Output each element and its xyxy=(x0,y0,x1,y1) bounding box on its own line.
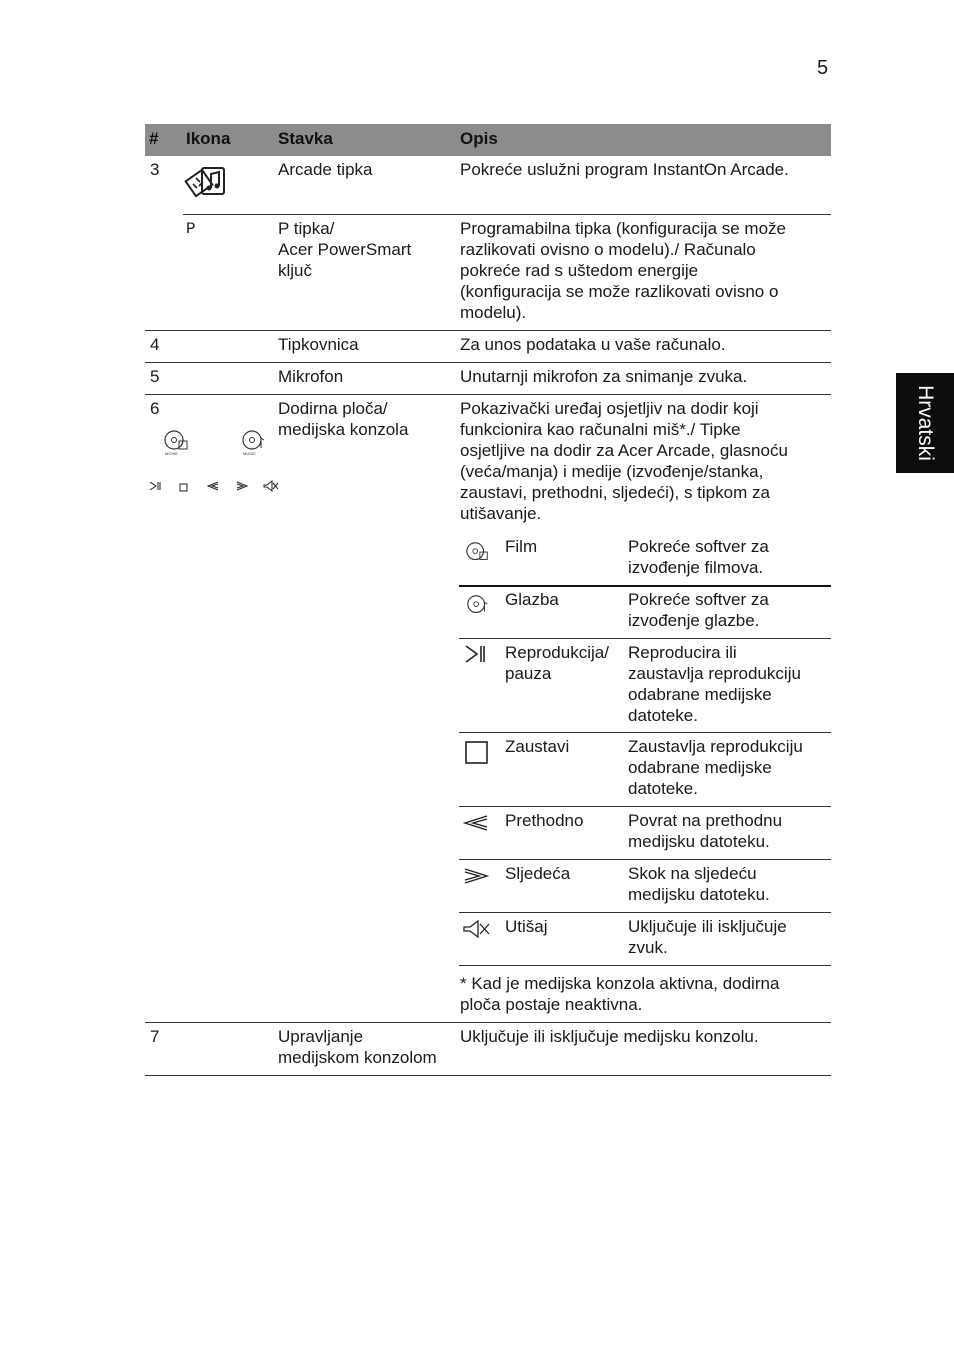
desc-line: odabrane medijske xyxy=(628,685,772,704)
media-prev-name: Prethodno xyxy=(505,811,584,830)
media-film-desc xyxy=(628,536,769,578)
media-stop-desc xyxy=(628,736,803,799)
item-line: medijskom konzolom xyxy=(278,1048,437,1067)
desc-line: pokreće rad s uštedom energije xyxy=(460,261,699,280)
desc-line: datoteke. xyxy=(628,779,698,798)
divider xyxy=(459,585,831,587)
next-icon xyxy=(463,867,489,890)
item-line: medijska konzola xyxy=(278,420,409,439)
desc-line: Pokreće softver za xyxy=(628,590,769,609)
movie-label: MOVIE xyxy=(165,451,178,456)
media-next-name: Sljedeća xyxy=(505,864,571,883)
divider xyxy=(459,732,831,733)
row-p-item xyxy=(278,218,411,281)
row-3-num: 3 xyxy=(150,160,160,179)
desc-line: zaustavi, prethodni, sljedeći), s tipkom za xyxy=(460,483,770,502)
header-icon: Ikona xyxy=(186,129,231,148)
movie-icon xyxy=(163,428,191,461)
row-p-desc xyxy=(460,218,786,323)
row-4-desc: Za unos podataka u vaše računalo. xyxy=(460,335,726,354)
media-music-name: Glazba xyxy=(505,590,559,609)
movie-icon xyxy=(465,540,491,571)
item-line: ključ xyxy=(278,261,313,280)
row-6-desc xyxy=(460,398,788,524)
desc-line: Zaustavlja reprodukciju xyxy=(628,737,803,756)
desc-line: modelu). xyxy=(460,303,527,322)
desc-line: razlikovati ovisno o modelu)./ Računalo xyxy=(460,240,756,259)
desc-line: medijsku datoteku. xyxy=(628,832,770,851)
media-mute-name: Utišaj xyxy=(505,917,548,936)
desc-line: Skok na sljedeću xyxy=(628,864,757,883)
divider xyxy=(145,362,831,363)
desc-line: osjetljive na dodir za Acer Arcade, glasnoću xyxy=(460,441,788,460)
name-line: pauza xyxy=(505,664,552,683)
desc-line: datoteke. xyxy=(628,706,698,725)
divider xyxy=(183,214,831,215)
row-6-num: 6 xyxy=(150,399,160,418)
media-play-desc xyxy=(628,642,801,726)
language-tab xyxy=(896,373,954,473)
name-line: Reprodukcija/ xyxy=(505,643,609,662)
previous-icon xyxy=(463,814,489,837)
row-5-item: Mikrofon xyxy=(278,367,344,386)
desc-line: (konfiguracija se može razlikovati ovisno o xyxy=(460,282,779,301)
divider xyxy=(145,394,831,395)
desc-line: izvođenje filmova. xyxy=(628,558,764,577)
divider xyxy=(145,1022,831,1023)
footnote-line: * Kad je medijska konzola aktivna, dodirna xyxy=(460,974,780,993)
table-bottom-border xyxy=(145,1075,831,1076)
music-icon xyxy=(465,593,491,624)
desc-line: utišavanje. xyxy=(460,504,542,523)
divider xyxy=(459,859,831,860)
play-pause-icon xyxy=(149,476,163,497)
language-tab-label: Hrvatski xyxy=(914,385,937,461)
desc-line: Pokazivački uređaj osjetljiv na dodir koji xyxy=(460,399,759,418)
row-7-item xyxy=(278,1026,437,1068)
page-number: 5 xyxy=(817,57,829,79)
row-5-desc: Unutarnji mikrofon za snimanje zvuka. xyxy=(460,367,748,386)
row-4-item: Tipkovnica xyxy=(278,335,359,354)
item-line: Upravljanje xyxy=(278,1027,364,1046)
header-desc: Opis xyxy=(460,129,498,148)
desc-line: (veća/manja) i medije (izvođenje/stanka, xyxy=(460,462,764,481)
divider xyxy=(459,806,831,807)
item-line: Acer PowerSmart xyxy=(278,240,412,259)
music-icon xyxy=(240,428,268,461)
stop-icon xyxy=(179,477,189,498)
row-3-desc: Pokreće uslužni program InstantOn Arcade. xyxy=(460,160,789,179)
desc-line: izvođenje glazbe. xyxy=(628,611,760,630)
divider xyxy=(459,912,831,913)
desc-line: Povrat na prethodnu xyxy=(628,811,783,830)
divider xyxy=(459,965,831,966)
footnote-line: ploča postaje neaktivna. xyxy=(460,995,643,1014)
media-play-name xyxy=(505,642,609,684)
desc-line: odabrane medijske xyxy=(628,758,772,777)
row-6-item xyxy=(278,398,408,440)
row-3-item: Arcade tipka xyxy=(278,160,373,179)
row-5-num: 5 xyxy=(150,367,160,386)
music-label: MUSIC xyxy=(243,451,256,456)
media-mute-desc xyxy=(628,916,787,958)
desc-line: Uključuje ili isključuje xyxy=(628,917,787,936)
table-header xyxy=(145,124,831,156)
item-line: Dodirna ploča/ xyxy=(278,399,388,418)
media-next-desc xyxy=(628,863,770,905)
desc-line: zvuk. xyxy=(628,938,668,957)
desc-line: Reproducira ili xyxy=(628,643,737,662)
p-key-glyph: P xyxy=(186,220,196,238)
previous-icon xyxy=(206,476,220,497)
media-stop-name: Zaustavi xyxy=(505,737,570,756)
next-icon xyxy=(235,476,249,497)
media-music-desc xyxy=(628,589,769,631)
header-item: Stavka xyxy=(278,129,333,148)
header-num: # xyxy=(149,129,159,148)
desc-line: medijsku datoteku. xyxy=(628,885,770,904)
arcade-icon xyxy=(186,164,228,205)
play-pause-icon xyxy=(464,644,490,669)
desc-line: Pokreće softver za xyxy=(628,537,769,556)
footnote xyxy=(460,973,779,1015)
desc-line: Programabilna tipka (konfiguracija se može xyxy=(460,219,786,238)
row-7-num: 7 xyxy=(150,1027,160,1046)
desc-line: funkcionira kao računalni miš*./ Tipke xyxy=(460,420,741,439)
media-film-name: Film xyxy=(505,537,538,556)
mute-icon xyxy=(463,919,491,944)
media-prev-desc xyxy=(628,810,782,852)
row-4-num: 4 xyxy=(150,335,160,354)
divider xyxy=(145,330,831,331)
mute-icon xyxy=(263,476,279,497)
row-7-desc: Uključuje ili isključuje medijsku konzolu. xyxy=(460,1027,759,1046)
stop-icon xyxy=(465,741,489,770)
divider xyxy=(459,638,831,639)
item-line: P tipka/ xyxy=(278,219,335,238)
desc-line: zaustavlja reprodukciju xyxy=(628,664,801,683)
